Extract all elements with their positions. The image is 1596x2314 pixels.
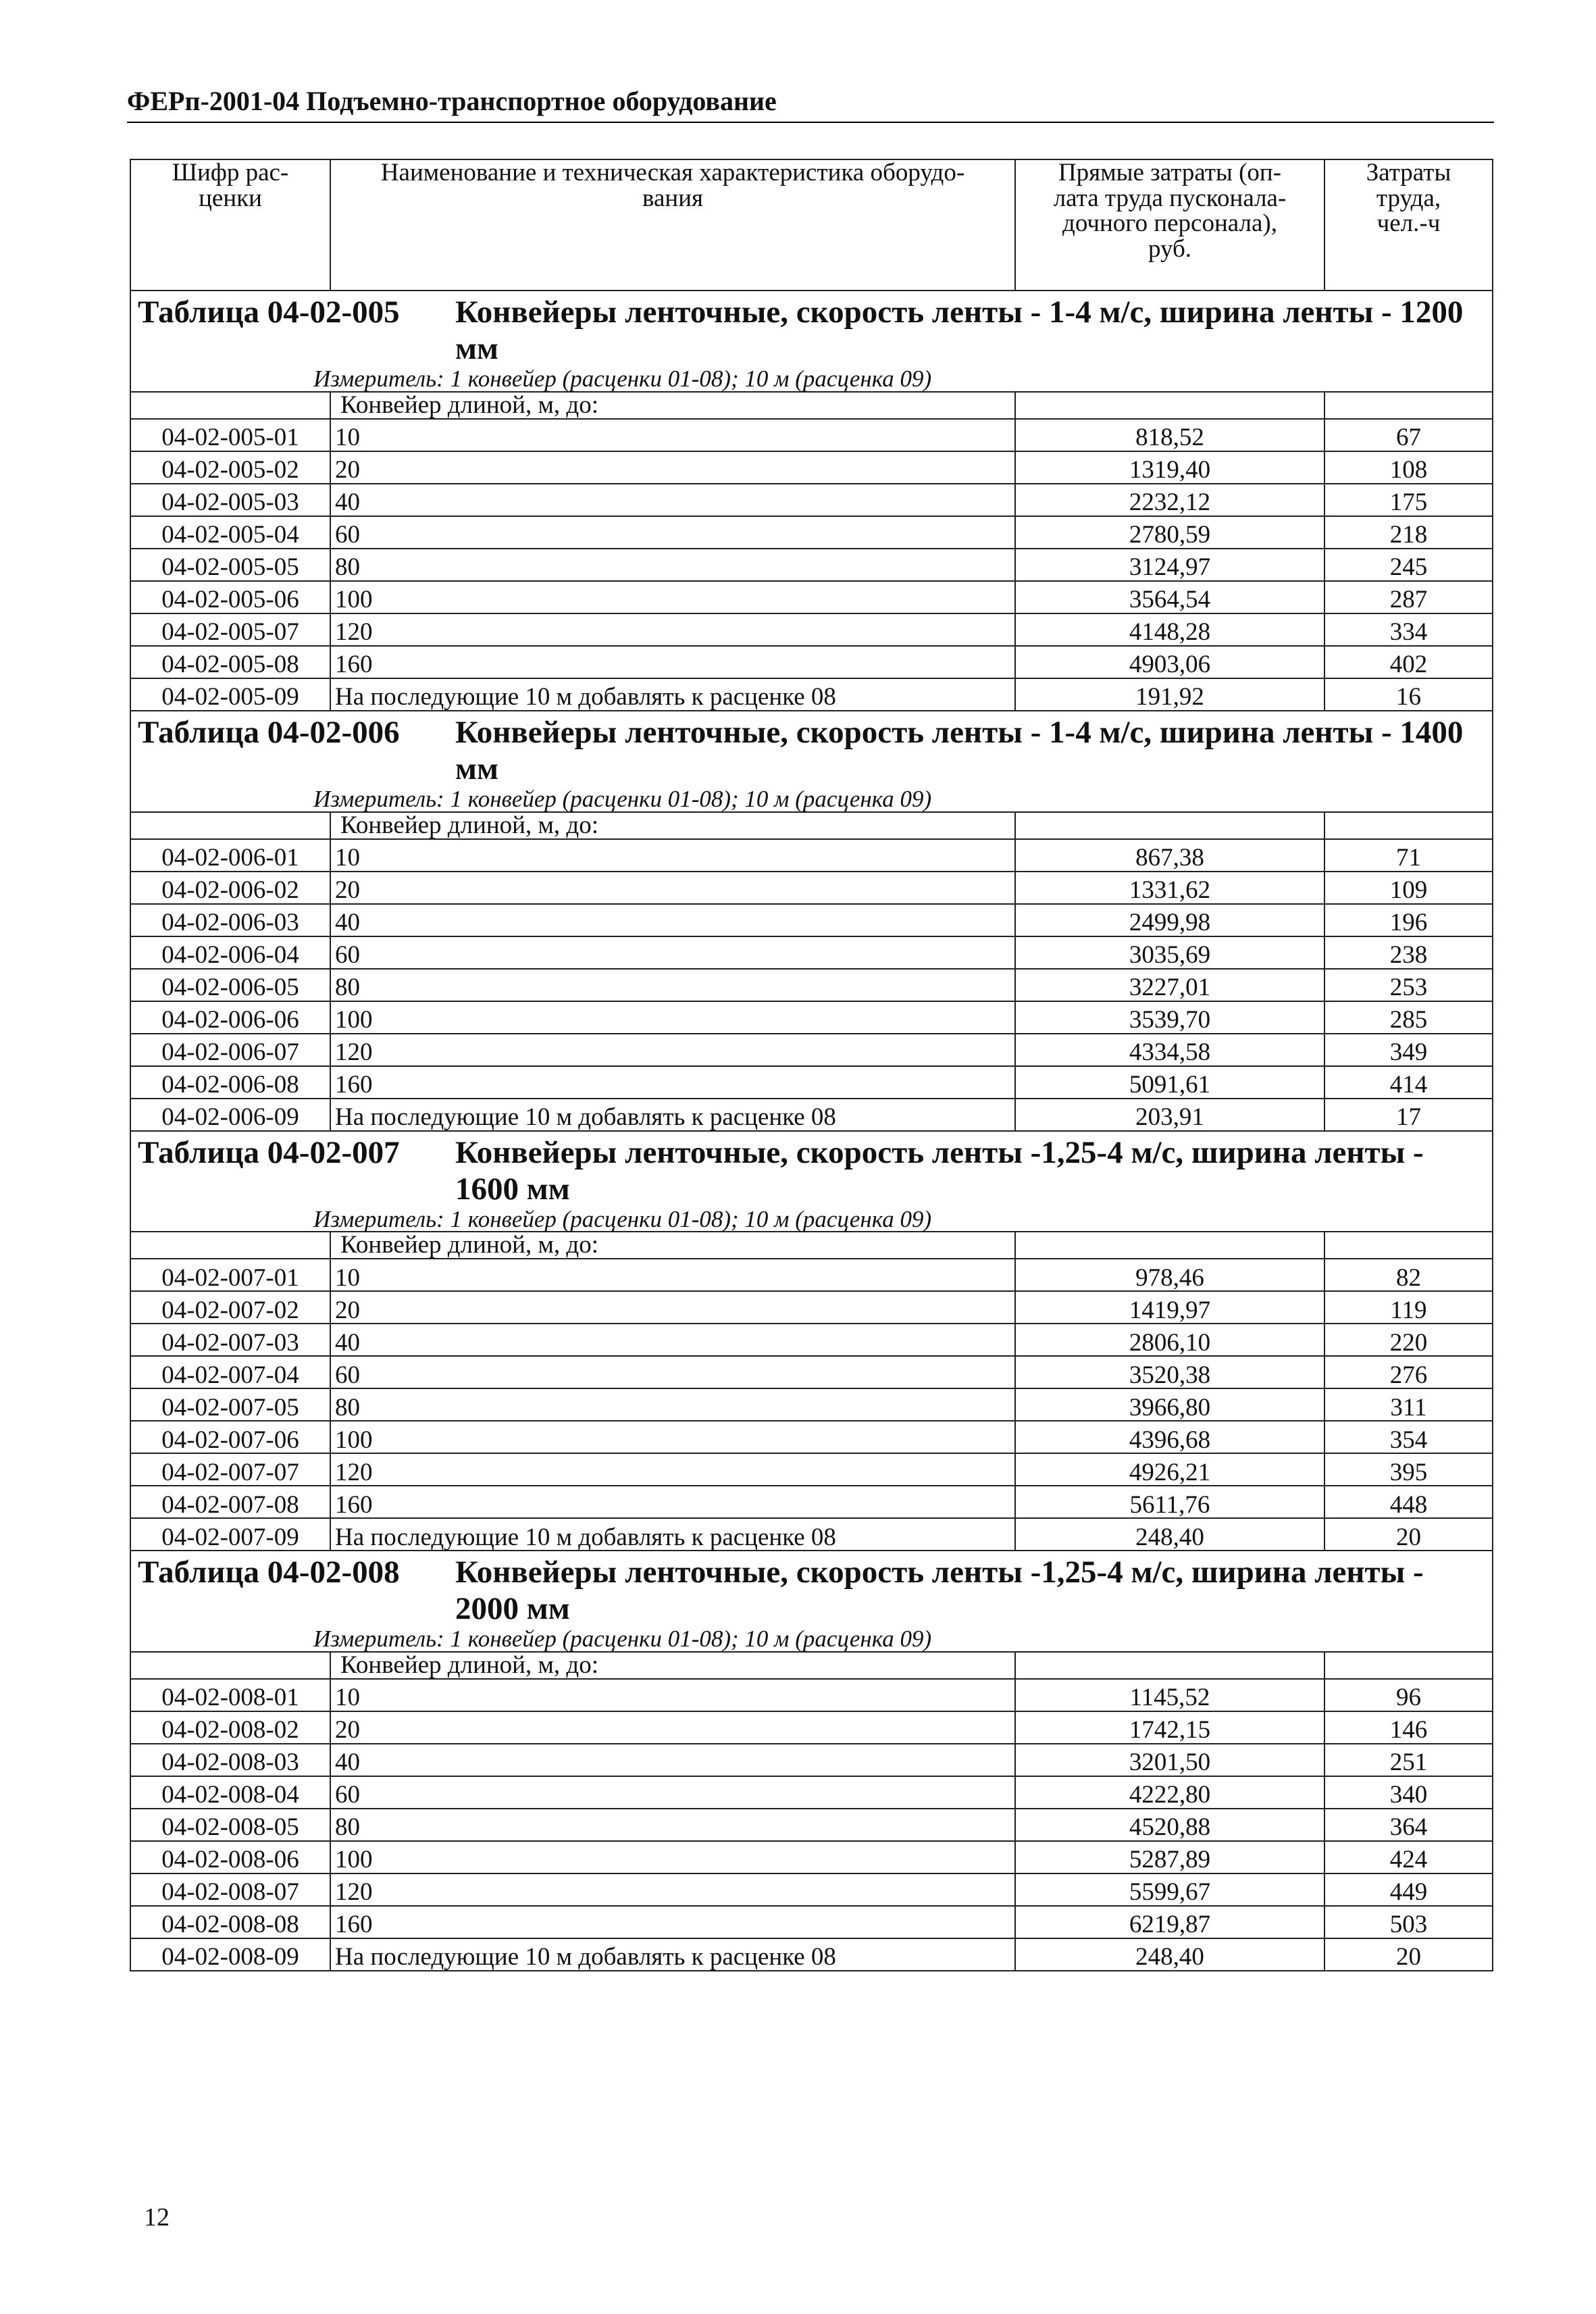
labor-cost: 340 [1324, 1776, 1493, 1809]
direct-cost: 203,91 [1015, 1099, 1324, 1131]
direct-cost: 1145,52 [1015, 1679, 1324, 1711]
table-title-cell [130, 1551, 1493, 1652]
subheader-text: Конвейер длиной, м, до: [330, 392, 1015, 419]
rate-code: 04-02-005-08 [130, 646, 330, 678]
table-title-row [130, 711, 1493, 812]
table-title-row [130, 291, 1493, 392]
direct-cost: 3035,69 [1015, 936, 1324, 969]
table-row [130, 451, 1493, 484]
table-row [130, 1388, 1493, 1421]
equipment-description: 120 [330, 1873, 1015, 1906]
labor-cost: 71 [1324, 839, 1493, 872]
subheader-code-cell [130, 1652, 330, 1679]
labor-cost: 503 [1324, 1906, 1493, 1938]
rate-code: 04-02-005-01 [130, 419, 330, 451]
rate-code: 04-02-007-06 [130, 1421, 330, 1453]
direct-cost: 2780,59 [1015, 516, 1324, 549]
labor-cost: 20 [1324, 1518, 1493, 1551]
meter-label: Измеритель: [313, 1205, 444, 1232]
rate-code: 04-02-006-09 [130, 1099, 330, 1131]
subheader-cost-cell [1015, 1232, 1324, 1259]
table-row [130, 1034, 1493, 1066]
labor-cost: 349 [1324, 1034, 1493, 1066]
equipment-description: 120 [330, 1034, 1015, 1066]
table-row [130, 1453, 1493, 1486]
subheader-labor-cell [1324, 392, 1493, 419]
table-row [130, 516, 1493, 549]
labor-cost: 354 [1324, 1421, 1493, 1453]
direct-cost: 4222,80 [1015, 1776, 1324, 1809]
labor-cost: 17 [1324, 1099, 1493, 1131]
table-title [138, 294, 1487, 367]
labor-cost: 414 [1324, 1066, 1493, 1099]
table-row [130, 1099, 1493, 1131]
labor-cost: 119 [1324, 1291, 1493, 1324]
subheader-code-cell [130, 1232, 330, 1259]
rate-code: 04-02-006-08 [130, 1066, 330, 1099]
labor-cost: 196 [1324, 904, 1493, 936]
rate-code: 04-02-007-01 [130, 1259, 330, 1291]
table-row [130, 419, 1493, 451]
subheader-text: Конвейер длиной, м, до: [330, 1652, 1015, 1679]
document-title: ФЕРп-2001-04 Подъемно-транспортное оборудование [127, 86, 777, 116]
labor-cost: 82 [1324, 1259, 1493, 1291]
equipment-description: 40 [330, 1324, 1015, 1356]
equipment-description: 60 [330, 1776, 1015, 1809]
rate-code: 04-02-006-04 [130, 936, 330, 969]
equipment-description: 20 [330, 451, 1015, 484]
table-row [130, 646, 1493, 678]
labor-cost: 251 [1324, 1744, 1493, 1776]
table-row [130, 678, 1493, 711]
equipment-description: 20 [330, 1291, 1015, 1324]
rate-code: 04-02-008-07 [130, 1873, 330, 1906]
rate-code: 04-02-005-02 [130, 451, 330, 484]
direct-cost: 3966,80 [1015, 1388, 1324, 1421]
table-row [130, 839, 1493, 872]
equipment-description: 100 [330, 1001, 1015, 1034]
equipment-description: 100 [330, 1841, 1015, 1873]
table-number: Таблица 04-02-008 [138, 1555, 400, 1590]
table-number: Таблица 04-02-006 [138, 714, 400, 750]
equipment-description: На последующие 10 м добавлять к расценке 08 [330, 1518, 1015, 1551]
rate-code: 04-02-007-08 [130, 1486, 330, 1518]
rate-code: 04-02-008-03 [130, 1744, 330, 1776]
table-number: Таблица 04-02-005 [138, 295, 400, 330]
table-name: Конвейеры ленточные, скорость ленты -1,25-4 м/с, ширина ленты - 2000 мм [455, 1555, 1424, 1627]
direct-cost: 4148,28 [1015, 613, 1324, 646]
column-header-row [130, 159, 1493, 291]
table-title-row [130, 1551, 1493, 1652]
table-row [130, 484, 1493, 516]
rate-code: 04-02-007-09 [130, 1518, 330, 1551]
labor-cost: 334 [1324, 613, 1493, 646]
column-header-labor-text: Затраты труда, чел.-ч [1366, 159, 1451, 238]
table-subheader-row [130, 812, 1493, 839]
equipment-description: 60 [330, 936, 1015, 969]
table-row [130, 872, 1493, 904]
direct-cost: 1319,40 [1015, 451, 1324, 484]
table-row [130, 1291, 1493, 1324]
table-row [130, 1679, 1493, 1711]
rate-code: 04-02-006-07 [130, 1034, 330, 1066]
labor-cost: 402 [1324, 646, 1493, 678]
table-row [130, 936, 1493, 969]
equipment-description: 10 [330, 1679, 1015, 1711]
rate-code: 04-02-007-05 [130, 1388, 330, 1421]
table-title [138, 1554, 1487, 1627]
table-row [130, 1518, 1493, 1551]
direct-cost: 2232,12 [1015, 484, 1324, 516]
equipment-description: 60 [330, 1356, 1015, 1388]
rate-code: 04-02-008-08 [130, 1906, 330, 1938]
rate-code: 04-02-008-01 [130, 1679, 330, 1711]
equipment-description: 80 [330, 1809, 1015, 1841]
rate-code: 04-02-006-06 [130, 1001, 330, 1034]
page-number: 12 [144, 2203, 170, 2232]
labor-cost: 287 [1324, 581, 1493, 613]
labor-cost: 16 [1324, 678, 1493, 711]
labor-cost: 238 [1324, 936, 1493, 969]
equipment-description: 160 [330, 1066, 1015, 1099]
direct-cost: 4926,21 [1015, 1453, 1324, 1486]
table-row [130, 1001, 1493, 1034]
labor-cost: 67 [1324, 419, 1493, 451]
subheader-labor-cell [1324, 1652, 1493, 1679]
direct-cost: 3124,97 [1015, 549, 1324, 581]
table-meter [138, 1207, 1487, 1232]
table-row [130, 1938, 1493, 1971]
column-header-name-text: Наименование и техническая характеристика оборудо- вания [380, 159, 965, 212]
rates-table-body [130, 291, 1493, 1971]
rate-code: 04-02-005-03 [130, 484, 330, 516]
equipment-description: 120 [330, 613, 1015, 646]
table-row [130, 1324, 1493, 1356]
meter-value: 1 конвейер (расценки 01-08); 10 м (расценка 09) [450, 366, 932, 393]
direct-cost: 5611,76 [1015, 1486, 1324, 1518]
direct-cost: 4396,68 [1015, 1421, 1324, 1453]
rate-code: 04-02-008-04 [130, 1776, 330, 1809]
rate-code: 04-02-007-03 [130, 1324, 330, 1356]
direct-cost: 3520,38 [1015, 1356, 1324, 1388]
equipment-description: 10 [330, 839, 1015, 872]
equipment-description: 160 [330, 1906, 1015, 1938]
direct-cost: 4520,88 [1015, 1809, 1324, 1841]
table-row [130, 549, 1493, 581]
labor-cost: 311 [1324, 1388, 1493, 1421]
rate-code: 04-02-006-02 [130, 872, 330, 904]
table-meter [138, 787, 1487, 811]
rates-table [130, 159, 1493, 1971]
table-row [130, 1259, 1493, 1291]
equipment-description: На последующие 10 м добавлять к расценке 08 [330, 1099, 1015, 1131]
rate-code: 04-02-006-01 [130, 839, 330, 872]
rate-code: 04-02-007-02 [130, 1291, 330, 1324]
labor-cost: 285 [1324, 1001, 1493, 1034]
labor-cost: 20 [1324, 1938, 1493, 1971]
direct-cost: 248,40 [1015, 1518, 1324, 1551]
table-row [130, 1841, 1493, 1873]
table-row [130, 969, 1493, 1001]
equipment-description: 20 [330, 1711, 1015, 1744]
direct-cost: 1419,97 [1015, 1291, 1324, 1324]
direct-cost: 5599,67 [1015, 1873, 1324, 1906]
rate-code: 04-02-007-07 [130, 1453, 330, 1486]
labor-cost: 448 [1324, 1486, 1493, 1518]
table-row [130, 1744, 1493, 1776]
equipment-description: 20 [330, 872, 1015, 904]
equipment-description: 80 [330, 549, 1015, 581]
direct-cost: 3227,01 [1015, 969, 1324, 1001]
column-header-name [330, 159, 1015, 291]
equipment-description: 160 [330, 1486, 1015, 1518]
meter-value: 1 конвейер (расценки 01-08); 10 м (расценка 09) [450, 1205, 932, 1232]
equipment-description: 40 [330, 904, 1015, 936]
table-title-row [130, 1131, 1493, 1232]
table-row [130, 1906, 1493, 1938]
labor-cost: 175 [1324, 484, 1493, 516]
equipment-description: 80 [330, 1388, 1015, 1421]
table-subheader-row [130, 1232, 1493, 1259]
table-name: Конвейеры ленточные, скорость ленты - 1-4 м/с, ширина ленты - 1400 мм [455, 714, 1464, 786]
labor-cost: 96 [1324, 1679, 1493, 1711]
equipment-description: 40 [330, 484, 1015, 516]
labor-cost: 245 [1324, 549, 1493, 581]
table-name: Конвейеры ленточные, скорость ленты - 1-4 м/с, ширина ленты - 1200 мм [455, 295, 1464, 367]
labor-cost: 108 [1324, 451, 1493, 484]
direct-cost: 248,40 [1015, 1938, 1324, 1971]
direct-cost: 4903,06 [1015, 646, 1324, 678]
equipment-description: 80 [330, 969, 1015, 1001]
table-title-cell [130, 711, 1493, 812]
direct-cost: 5287,89 [1015, 1841, 1324, 1873]
labor-cost: 220 [1324, 1324, 1493, 1356]
rate-code: 04-02-005-04 [130, 516, 330, 549]
table-meter [138, 367, 1487, 391]
subheader-cost-cell [1015, 1652, 1324, 1679]
column-header-cost-text: Прямые затраты (оп- лата труда пусконала- дочного персонала), руб. [1053, 159, 1287, 263]
subheader-code-cell [130, 812, 330, 839]
direct-cost: 1331,62 [1015, 872, 1324, 904]
meter-value: 1 конвейер (расценки 01-08); 10 м (расценка 09) [450, 785, 932, 812]
subheader-cost-cell [1015, 812, 1324, 839]
labor-cost: 424 [1324, 1841, 1493, 1873]
direct-cost: 191,92 [1015, 678, 1324, 711]
labor-cost: 218 [1324, 516, 1493, 549]
direct-cost: 5091,61 [1015, 1066, 1324, 1099]
labor-cost: 146 [1324, 1711, 1493, 1744]
labor-cost: 253 [1324, 969, 1493, 1001]
equipment-description: 100 [330, 581, 1015, 613]
table-row [130, 1421, 1493, 1453]
direct-cost: 3201,50 [1015, 1744, 1324, 1776]
table-number: Таблица 04-02-007 [138, 1134, 400, 1170]
table-row [130, 1066, 1493, 1099]
equipment-description: 160 [330, 646, 1015, 678]
rate-code: 04-02-005-09 [130, 678, 330, 711]
table-row [130, 1873, 1493, 1906]
labor-cost: 395 [1324, 1453, 1493, 1486]
document-header [127, 85, 1494, 123]
table-meter [138, 1627, 1487, 1651]
table-row [130, 1809, 1493, 1841]
direct-cost: 818,52 [1015, 419, 1324, 451]
table-subheader-row [130, 1652, 1493, 1679]
meter-label: Измеритель: [313, 1626, 444, 1653]
rate-code: 04-02-005-07 [130, 613, 330, 646]
rate-code: 04-02-008-06 [130, 1841, 330, 1873]
table-row [130, 1711, 1493, 1744]
meter-value: 1 конвейер (расценки 01-08); 10 м (расценка 09) [450, 1626, 932, 1653]
table-row [130, 1486, 1493, 1518]
direct-cost: 978,46 [1015, 1259, 1324, 1291]
equipment-description: 10 [330, 1259, 1015, 1291]
table-title-cell [130, 291, 1493, 392]
column-header-cost [1015, 159, 1324, 291]
labor-cost: 449 [1324, 1873, 1493, 1906]
table-subheader-row [130, 392, 1493, 419]
equipment-description: На последующие 10 м добавлять к расценке 08 [330, 678, 1015, 711]
direct-cost: 1742,15 [1015, 1711, 1324, 1744]
direct-cost: 3539,70 [1015, 1001, 1324, 1034]
column-header-labor [1324, 159, 1493, 291]
subheader-labor-cell [1324, 1232, 1493, 1259]
direct-cost: 867,38 [1015, 839, 1324, 872]
table-row [130, 581, 1493, 613]
rate-code: 04-02-008-09 [130, 1938, 330, 1971]
rate-code: 04-02-005-05 [130, 549, 330, 581]
equipment-description: На последующие 10 м добавлять к расценке 08 [330, 1938, 1015, 1971]
subheader-code-cell [130, 392, 330, 419]
column-header-code [130, 159, 330, 291]
table-row [130, 613, 1493, 646]
labor-cost: 364 [1324, 1809, 1493, 1841]
table-row [130, 1776, 1493, 1809]
equipment-description: 60 [330, 516, 1015, 549]
labor-cost: 109 [1324, 872, 1493, 904]
rate-code: 04-02-008-05 [130, 1809, 330, 1841]
rate-code: 04-02-006-05 [130, 969, 330, 1001]
equipment-description: 120 [330, 1453, 1015, 1486]
rate-code: 04-02-005-06 [130, 581, 330, 613]
subheader-cost-cell [1015, 392, 1324, 419]
subheader-labor-cell [1324, 812, 1493, 839]
rate-code: 04-02-006-03 [130, 904, 330, 936]
rate-code: 04-02-007-04 [130, 1356, 330, 1388]
column-header-code-text: Шифр рас- ценки [172, 159, 289, 212]
direct-cost: 4334,58 [1015, 1034, 1324, 1066]
equipment-description: 10 [330, 419, 1015, 451]
meter-label: Измеритель: [313, 366, 444, 393]
table-title [138, 1134, 1487, 1207]
subheader-text: Конвейер длиной, м, до: [330, 812, 1015, 839]
subheader-text: Конвейер длиной, м, до: [330, 1232, 1015, 1259]
table-row [130, 1356, 1493, 1388]
table-title-cell [130, 1131, 1493, 1232]
direct-cost: 6219,87 [1015, 1906, 1324, 1938]
meter-label: Измеритель: [313, 785, 444, 812]
equipment-description: 100 [330, 1421, 1015, 1453]
table-row [130, 904, 1493, 936]
direct-cost: 2499,98 [1015, 904, 1324, 936]
equipment-description: 40 [330, 1744, 1015, 1776]
table-title [138, 714, 1487, 787]
table-name: Конвейеры ленточные, скорость ленты -1,25-4 м/с, ширина ленты - 1600 мм [455, 1134, 1424, 1207]
direct-cost: 3564,54 [1015, 581, 1324, 613]
labor-cost: 276 [1324, 1356, 1493, 1388]
rate-code: 04-02-008-02 [130, 1711, 330, 1744]
direct-cost: 2806,10 [1015, 1324, 1324, 1356]
